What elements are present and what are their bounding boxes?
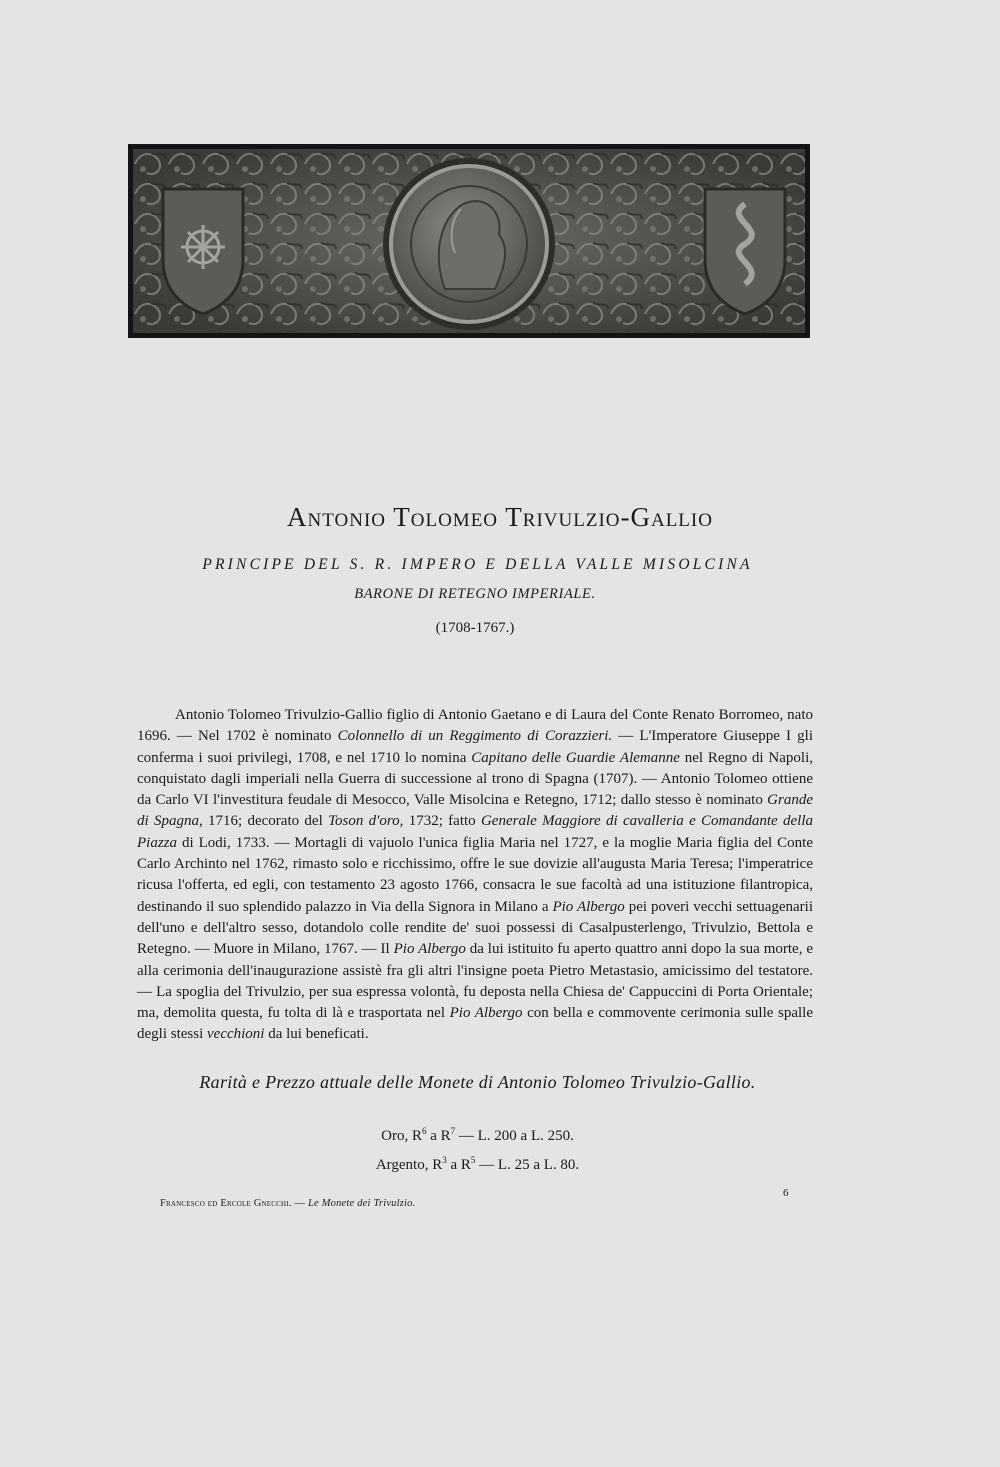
price-gold-rarity-min: 6	[421, 1126, 427, 1136]
subtitle-barony: BARONE DI RETEGNO IMPERIALE.	[354, 586, 596, 602]
biography-paragraph	[137, 705, 813, 1046]
biography-run: di Lodi, 1733. — Mortagli di vajuolo l'unica figlia Maria nel 1727, e la moglie Maria figlia del Conte Carlo Archinto nel 1762, rimasto solo e ricchissimo, offre le sue dovizie all'augusta Maria Teresa; l'imperatrice ricusa l'offerta, ed egli, con testamento 23 agosto 1766, consacra le sue facoltà ad una istituzione filantropica, destinando il suo splendido palazzo in Via della Signora in Milano a	[137, 834, 813, 915]
footer-dash: —	[291, 1198, 308, 1209]
biography-run: — L'Imperatore Giuseppe I gli conferma i suoi privilegi, 1708, e nel 1710 lo nomina	[137, 728, 813, 766]
biography-run: Pio Albergo	[393, 941, 466, 958]
relief-plate-image	[128, 144, 810, 338]
medallion	[383, 158, 555, 330]
page-number: 6	[783, 1187, 789, 1199]
page-footer	[160, 1198, 415, 1209]
subtitle-title: PRINCIPE DEL S. R. IMPERO E DELLA VALLE MISOLCINA	[202, 556, 753, 573]
price-gold-label: Oro, R	[381, 1128, 422, 1144]
biography-run: 1716; decorato del	[202, 813, 329, 830]
biography-run: Pio Albergo	[552, 898, 625, 915]
price-gold-range: — L. 200 a L. 250.	[455, 1128, 574, 1144]
rarity-heading: Rarità e Prezzo attuale delle Monete di Antonio Tolomeo Trivulzio-Gallio.	[199, 1072, 756, 1092]
biography-run: 1732; fatto	[403, 813, 481, 830]
price-silver-rarity-min: 3	[442, 1155, 447, 1165]
biography-run: Toson d'oro,	[328, 813, 404, 830]
price-gold-mid: a R	[426, 1128, 451, 1144]
left-coat-of-arms	[163, 189, 243, 314]
price-silver-range: — L. 25 a L. 80.	[475, 1157, 580, 1173]
biography-run: da lui istituito fu aperto quattro anni dopo la sua morte, e alla cerimonia dell'inaugurazione assistè fra gli altri l'insigne poeta Pietro Metastasio, amicissimo del testatore. — La spoglia del Trivulzio, per sua espressa volontà, fu deposta nella Chiesa de' Cappuccini di Porta Orientale; ma, demolita questa, fu tolta di là e trasportata nel	[137, 941, 814, 1022]
footer-work: Le Monete dei Trivulzio.	[307, 1198, 416, 1209]
biography-run: pei poveri vecchi settuagenarii dell'uno e dell'altro sesso, dotandolo colle rendite de' suoi possessi di Casalpusterlengo, Trivulzio, Bettola e Retegno. — Muore in Milano, 1767. — Il	[137, 898, 813, 958]
price-silver-mid: a R	[446, 1157, 471, 1173]
footer-authors: Francesco ed Ercole Gnecchi.	[160, 1198, 292, 1209]
biography-run: Generale Maggiore di cavalleria e Comandante della Piazza	[137, 813, 813, 851]
relief-ornament	[133, 149, 805, 333]
price-gold-rarity-max: 7	[450, 1126, 456, 1136]
biography-run: da lui beneficati.	[264, 1026, 369, 1043]
biography-run: nel Regno di Napoli, conquistato dagli imperiali nella Guerra di successione al trono di Spagna (1707). — Antonio Tolomeo ottiene da Carlo VI l'investitura feudale di Mesocco, Valle Misolcina e Retegno, 1712; dallo stesso è nominato	[137, 749, 813, 809]
page-title: Antonio Tolomeo Trivulzio-Gallio	[287, 502, 713, 532]
price-gold	[0, 1126, 955, 1145]
biography-run: con bella e commovente cerimonia sulle spalle degli stessi	[137, 1005, 814, 1043]
price-silver	[0, 1155, 955, 1174]
price-silver-rarity-max: 5	[470, 1155, 476, 1165]
biography-run: vecchioni	[207, 1026, 265, 1043]
price-silver-label: Argento, R	[375, 1157, 443, 1173]
biography-run: Pio Albergo	[449, 1005, 523, 1022]
biography-run: Colonnello di un Reggimento di Corazzieri.	[337, 728, 613, 745]
life-dates: (1708-1767.)	[435, 620, 515, 636]
right-coat-of-arms	[705, 189, 785, 314]
biography-run: Grande di Spagna,	[137, 792, 813, 830]
biography-run: Capitano delle Guardie Alemanne	[471, 749, 680, 766]
biography-run: Antonio Tolomeo Trivulzio-Gallio figlio di Antonio Gaetano e di Laura del Conte Renato Borromeo, nato 1696. — Nel 1702 è nominato	[137, 707, 813, 745]
